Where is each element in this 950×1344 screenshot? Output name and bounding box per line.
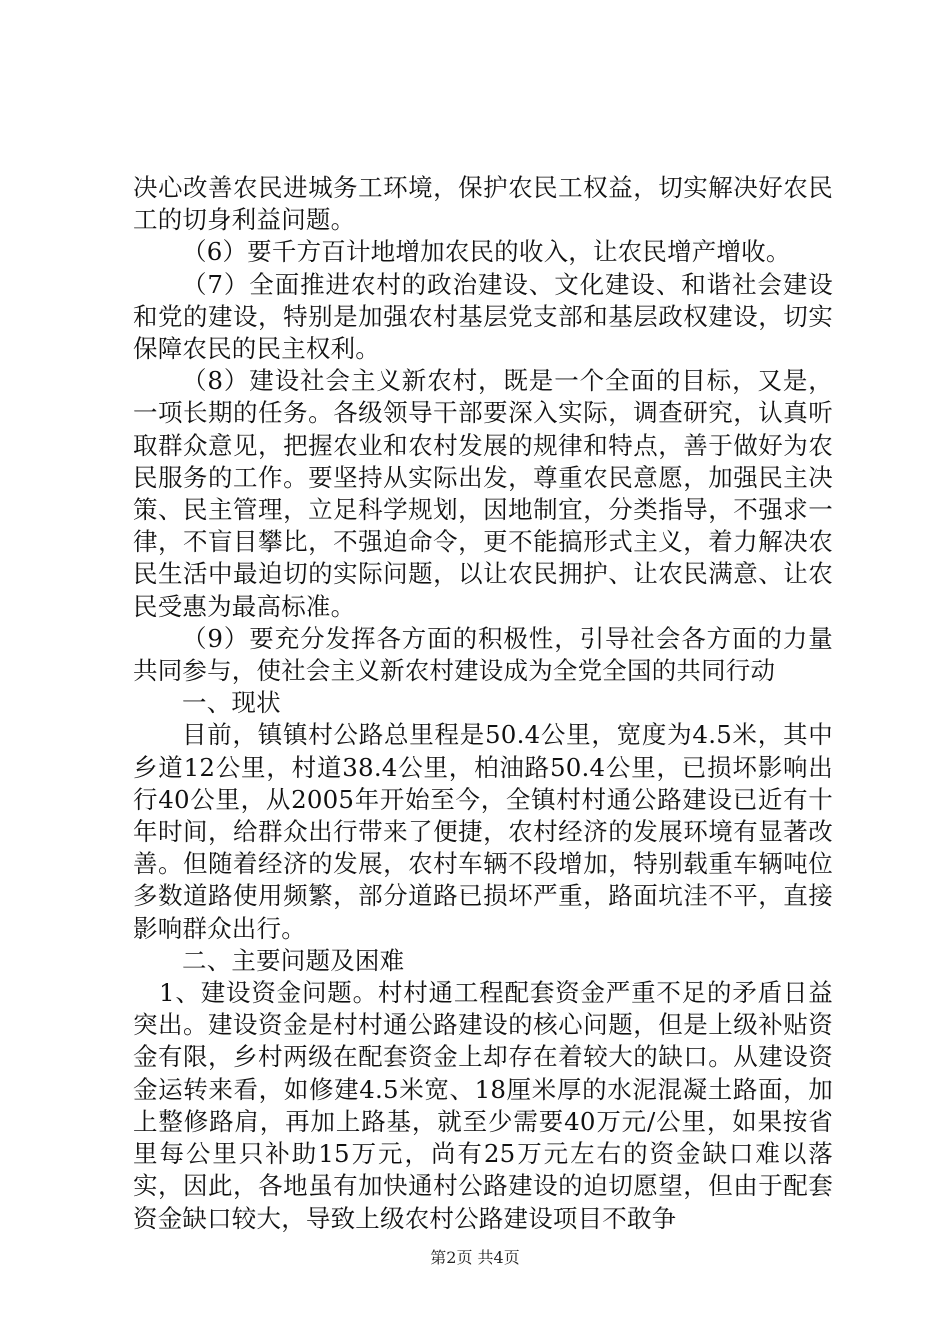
document-body bbox=[133, 172, 833, 1235]
paragraph-funding-problem: 1、建设资金问题。村村通工程配套资金严重不足的矛盾日益突出。建设资金是村村通公路建设的核心问题，但是上级补贴资金有限，乡村两级在配套资金上却存在着较大的缺口。从建设资金运转来看，如修建4.5米宽、18厘米厚的水泥混凝土路面，加上整修路肩，再加上路基，就至少需要40万元/公里，如果按省里每公里只补助15万元，尚有25万元左右的资金缺口难以落实，因此，各地虽有加快通村公路建设的迫切愿望，但由于配套资金缺口较大，导致上级农村公路建设项目不敢争 bbox=[133, 978, 833, 1233]
paragraph-item-7: （7）全面推进农村的政治建设、文化建设、和谐社会建设和党的建设，特别是加强农村基层党支部和基层政权建设，切实保障农民的民主权利。 bbox=[133, 269, 833, 364]
section-heading-problems: 二、主要问题及困难 bbox=[182, 945, 405, 975]
page-number-footer: 第2页 共4页 bbox=[430, 1248, 520, 1267]
paragraph-item-8: （8）建设社会主义新农村，既是一个全面的目标，又是，一项长期的任务。各级领导干部要深入实际，调查研究，认真听取群众意见，把握农业和农村发展的规律和特点，善于做好为农民服务的工作。要坚持从实际出发，尊重农民意愿，加强民主决策、民主管理，立足科学规划，因地制宜，分类指导，不强求一律，不盲目攀比，不强迫命令，更不能搞形式主义，着力解决农民生活中最迫切的实际问题，以让农民拥护、让农民满意、让农民受惠为最高标准。 bbox=[133, 366, 833, 621]
paragraph-continuation: 决心改善农民进城务工环境，保护农民工权益，切实解决好农民工的切身利益问题。 bbox=[133, 173, 833, 235]
section-heading-status: 一、现状 bbox=[182, 688, 281, 718]
paragraph-item-6: （6）要千方百计地增加农民的收入，让农民增产增收。 bbox=[182, 237, 791, 267]
paragraph-item-9: （9）要充分发挥各方面的积极性，引导社会各方面的力量共同参与，使社会主义新农村建设成为全党全国的共同行动 bbox=[133, 623, 833, 686]
paragraph-status: 目前，镇镇村公路总里程是50.4公里，宽度为4.5米，其中乡道12公里，村道38.4公里，柏油路50.4公里，已损坏影响出行40公里，从2005年开始至今，全镇村村通公路建设已近有十年时间，给群众出行带来了便捷，农村经济的发展环境有显著改善。但随着经济的发展，农村车辆不段增加，特别载重车辆吨位多数道路使用频繁，部分道路已损坏严重，路面坑洼不平，直接影响群众出行。 bbox=[133, 720, 833, 943]
